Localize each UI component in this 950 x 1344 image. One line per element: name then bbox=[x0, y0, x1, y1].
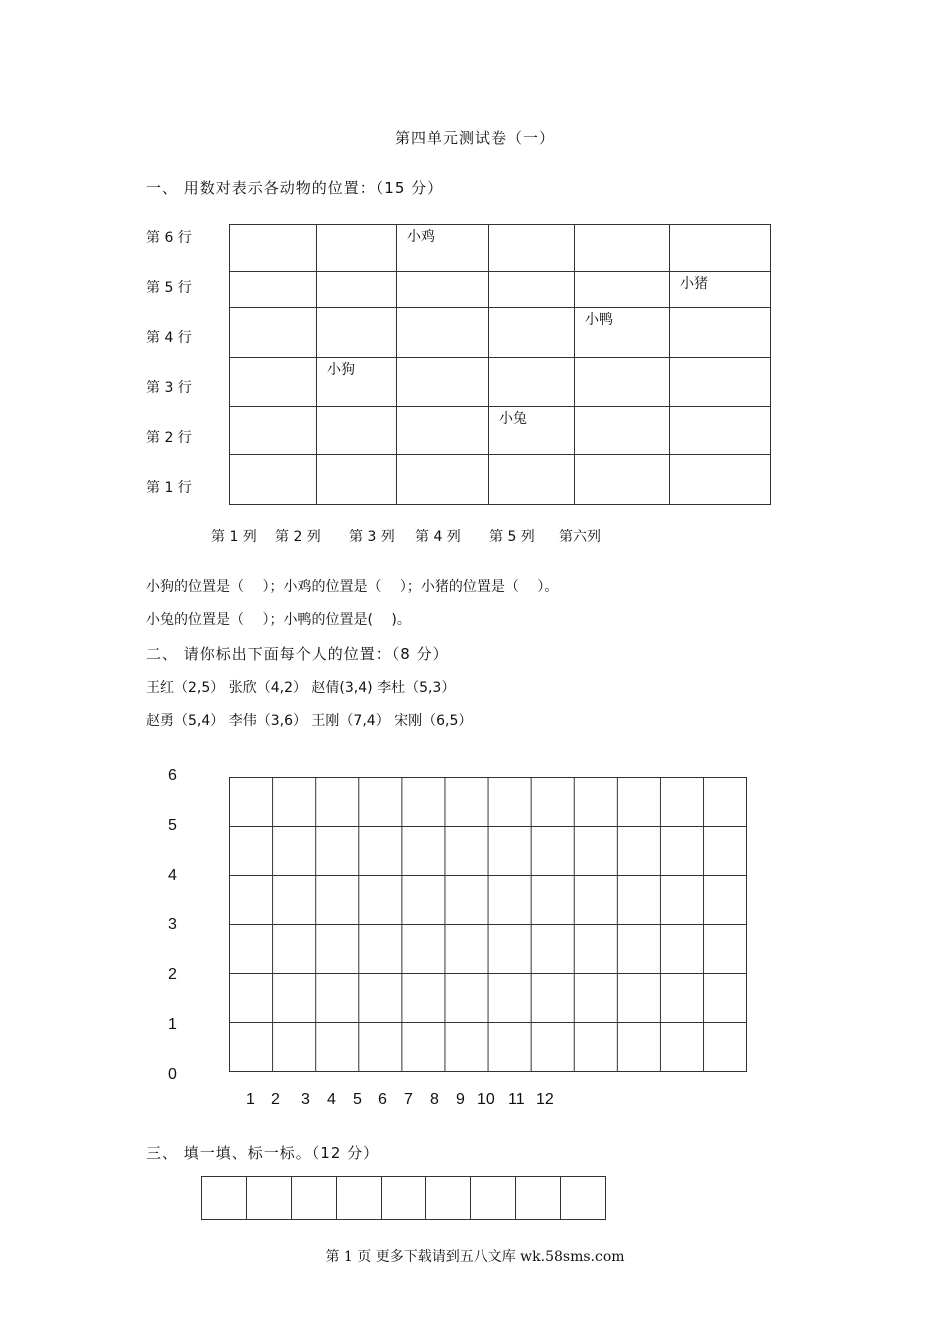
blank-box[interactable] bbox=[382, 1177, 427, 1219]
x-label: 6 bbox=[378, 1091, 387, 1108]
grid-cell: 小鸡 bbox=[397, 225, 489, 272]
blank-box[interactable] bbox=[471, 1177, 516, 1219]
y-label: 1 bbox=[168, 1016, 177, 1033]
page-title: 第四单元测试卷（一） bbox=[394, 129, 555, 147]
blank-box[interactable] bbox=[337, 1177, 382, 1219]
y-label: 6 bbox=[168, 767, 177, 784]
grid-cell bbox=[670, 455, 771, 505]
grid-cell bbox=[230, 455, 317, 505]
grid-cell: 小猪 bbox=[670, 272, 771, 308]
grid-cell bbox=[317, 225, 397, 272]
col-label-4: 第 4 列 bbox=[415, 529, 461, 545]
x-label: 8 bbox=[430, 1091, 439, 1108]
page-footer: 第 1 页 更多下载请到五八文库 wk.58sms.com bbox=[325, 1249, 625, 1265]
grid-cell bbox=[489, 308, 575, 358]
col-label-5: 第 5 列 bbox=[489, 529, 535, 545]
grid-cell: 小鸭 bbox=[575, 308, 670, 358]
col-label-2: 第 2 列 bbox=[275, 529, 321, 545]
section2-heading: 二、 请你标出下面每个人的位置：（8 分） bbox=[146, 645, 449, 663]
grid-cell bbox=[230, 225, 317, 272]
grid-cell bbox=[670, 308, 771, 358]
y-label: 4 bbox=[168, 867, 177, 884]
x-label: 12 bbox=[536, 1091, 554, 1108]
col-label-3: 第 3 列 bbox=[349, 529, 395, 545]
col-label-6: 第六列 bbox=[559, 529, 601, 545]
grid-cell bbox=[397, 407, 489, 455]
coordinates-line-2: 赵勇（5,4） 李伟（3,6） 王刚（7,4） 宋刚（6,5） bbox=[146, 713, 473, 729]
grid-cell bbox=[575, 407, 670, 455]
grid-cell: 小狗 bbox=[317, 358, 397, 407]
grid-cell bbox=[489, 358, 575, 407]
grid-cell bbox=[670, 358, 771, 407]
grid-cell bbox=[317, 455, 397, 505]
coordinate-grid[interactable] bbox=[229, 777, 747, 1072]
blank-box[interactable] bbox=[561, 1177, 605, 1219]
x-label: 3 bbox=[301, 1091, 310, 1108]
grid-cell bbox=[575, 455, 670, 505]
blank-box[interactable] bbox=[247, 1177, 292, 1219]
animal-position-grid bbox=[229, 224, 771, 505]
grid-cell bbox=[575, 272, 670, 308]
grid-cell bbox=[575, 358, 670, 407]
x-label: 9 bbox=[456, 1091, 465, 1108]
grid-cell bbox=[489, 455, 575, 505]
row-label-2: 第 2 行 bbox=[146, 430, 192, 446]
x-label: 2 bbox=[271, 1091, 280, 1108]
x-label: 5 bbox=[353, 1091, 362, 1108]
y-label: 0 bbox=[168, 1066, 177, 1083]
x-label: 1 bbox=[246, 1091, 255, 1108]
number-line-boxes[interactable] bbox=[201, 1176, 606, 1220]
x-label: 11 bbox=[508, 1091, 525, 1108]
x-label: 4 bbox=[327, 1091, 336, 1108]
grid-cell bbox=[397, 272, 489, 308]
grid-cell bbox=[575, 225, 670, 272]
col-label-1: 第 1 列 bbox=[211, 529, 257, 545]
grid-cell bbox=[397, 358, 489, 407]
grid-cell bbox=[489, 272, 575, 308]
row-label-1: 第 1 行 bbox=[146, 480, 192, 496]
grid-cell bbox=[670, 225, 771, 272]
question-2: 小兔的位置是（ ）；小鸭的位置是( )。 bbox=[146, 612, 411, 628]
y-label: 5 bbox=[168, 817, 177, 834]
x-label: 7 bbox=[404, 1091, 413, 1108]
grid-cell: 小兔 bbox=[489, 407, 575, 455]
blank-box[interactable] bbox=[292, 1177, 337, 1219]
question-1: 小狗的位置是（ ）；小鸡的位置是（ ）；小猪的位置是（ ）。 bbox=[146, 579, 559, 595]
row-label-5: 第 5 行 bbox=[146, 280, 192, 296]
grid-cell bbox=[317, 272, 397, 308]
grid-cell bbox=[670, 407, 771, 455]
section1-heading: 一、 用数对表示各动物的位置：（15 分） bbox=[146, 179, 444, 197]
section3-heading: 三、 填一填、标一标。（12 分） bbox=[146, 1144, 380, 1162]
y-label: 2 bbox=[168, 966, 177, 983]
grid-cell bbox=[230, 407, 317, 455]
grid-cell bbox=[489, 225, 575, 272]
blank-box[interactable] bbox=[426, 1177, 471, 1219]
grid-cell bbox=[397, 308, 489, 358]
y-label: 3 bbox=[168, 916, 177, 933]
grid-cell bbox=[317, 308, 397, 358]
grid-cell bbox=[397, 455, 489, 505]
row-label-3: 第 3 行 bbox=[146, 380, 192, 396]
blank-box[interactable] bbox=[202, 1177, 247, 1219]
row-label-6: 第 6 行 bbox=[146, 230, 192, 246]
x-label: 10 bbox=[477, 1091, 495, 1108]
grid-cell bbox=[230, 308, 317, 358]
coordinates-line-1: 王红（2,5） 张欣（4,2） 赵倩(3,4) 李杜（5,3） bbox=[146, 680, 456, 696]
grid-cell bbox=[317, 407, 397, 455]
blank-box[interactable] bbox=[516, 1177, 561, 1219]
grid-cell bbox=[230, 272, 317, 308]
row-label-4: 第 4 行 bbox=[146, 330, 192, 346]
grid-cell bbox=[230, 358, 317, 407]
